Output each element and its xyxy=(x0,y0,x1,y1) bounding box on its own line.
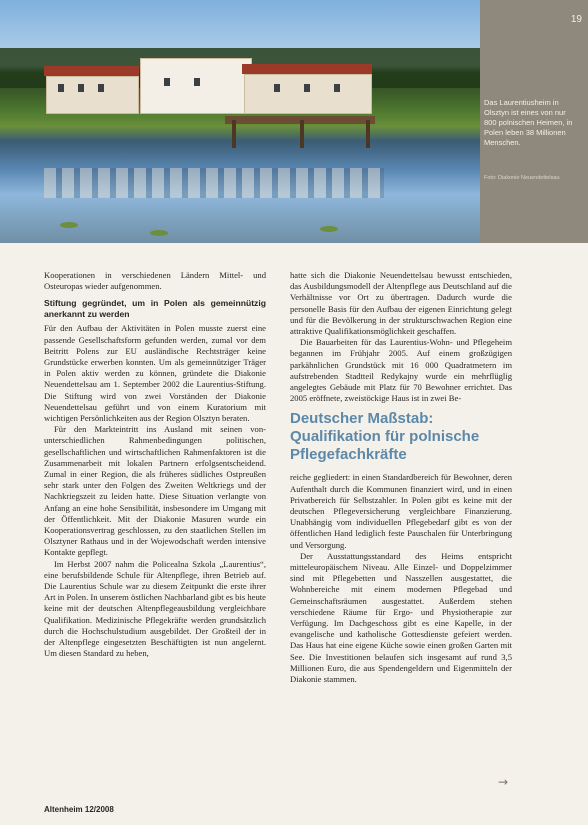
lily-pad xyxy=(60,222,78,228)
window xyxy=(58,84,64,92)
nursing-home-building xyxy=(44,58,384,114)
roof xyxy=(242,64,372,74)
body-paragraph: Im Herbst 2007 nahm die Policealna Szkola „Laurentius“, eine berufsbildende Schule für Altenpflege, ihren Betrieb auf. Die Laurentius Schule war zu diesem Zeitpunkt die erste ihrer Art in Polen. In unserem östlichen Nachbarland gibt es bis heute keine mit der deutschen Altenpflegeausbildung vergleichbare Qualifikation. Medizinische Pflegekräfte werden grundsätzlich durch die Hochschulstudium ausgebildet. Der Großteil der in der Altenpflege eingesetzten Beschäftigten ist nun angelernt. Um diesen Standard zu heben, xyxy=(44,558,266,659)
pier-post xyxy=(300,120,304,148)
body-paragraph: reiche gegliedert: in einen Standardbereich für Bewohner, deren Aufenthalt durch die Kommunen finanziert wird, und in einen Privatbereich für Selbstzahler. In Polen gibt es keine mit der deutschen Pflegeversicherung vergleichbare Finanzierung. Unabhängig vom individuellen Pflegebedarf gibt es von der öffentlichen Hand lediglich feste Pauschalen für Unterbringung und Versorgung. xyxy=(290,472,512,550)
photo-credit: Foto: Diakonie Neuendettelsau xyxy=(484,175,560,181)
lily-pad xyxy=(150,230,168,236)
pier-post xyxy=(366,120,370,148)
window xyxy=(98,84,104,92)
section-heading: Deutscher Maßstab: Qualifikation für polnische Pflegefachkräfte xyxy=(290,410,480,464)
window xyxy=(194,78,200,86)
continue-arrow-icon: → xyxy=(498,775,509,789)
window xyxy=(334,84,340,92)
article-column-right xyxy=(290,270,512,685)
body-paragraph: Für den Markteintritt ins Ausland mit seinen von- unterschiedlichen Rahmenbedingungen politischen, gesellschaftlichen und wirtschaftlichen Rahmenfaktoren ist die Zusammenarbeit mit lokalen Partnern erfolgsentscheidend. Zumal in einer Region, die als früheres südliches Ostpreußen sehr stark unter den Folgen des Zweiten Weltkriegs und der Nachkriegszeit zu leiden hatte. Diese Situation verlangte von Anfang an eine hohe Sensibilität, insbesondere im Umgang mit der Öffentlichkeit. Mit der Diakonie Masuren wurde ein Kooperationsvertrag geschlossen, zu den staatlichen Stellen im Olsztyner Rathaus und in der Wojewodschaft werden intensive Kontakte gepflegt. xyxy=(44,424,266,558)
roof xyxy=(44,66,139,76)
intro-paragraph: Kooperationen in verschiedenen Ländern Mittel- und Osteuropas wieder aufgenommen. xyxy=(44,270,266,292)
page-footer: Altenheim 12/2008 xyxy=(44,805,114,814)
water-reflection xyxy=(44,168,384,198)
window xyxy=(274,84,280,92)
body-paragraph: Die Bauarbeiten für das Laurentius-Wohn- und Pflegeheim begannen im Frühjahr 2005. Auf einem großzügigen parkähnlichen Grundstück mit 16 000 Quadratmetern im aufstrebenden Stadtteil Redykajny wurde ein mehrflüglig angelegtes Gebäude mit Platz für 70 Bewohner errichtet. Das 2005 eröffnete, zweistöckige Haus ist in zwei Be- xyxy=(290,337,512,404)
building-wing xyxy=(46,76,139,114)
pier-post xyxy=(232,120,236,148)
header-photo xyxy=(0,0,480,243)
photo-caption: Das Laurentiusheim in Olsztyn ist eines von nur 800 polnischen Heimen, in Polen leben 38 Millionen Menschen. xyxy=(484,98,573,147)
window xyxy=(304,84,310,92)
section-subheading: Stiftung gegründet, um in Polen als gemeinnützig anerkannt zu werden xyxy=(44,298,266,320)
building-center xyxy=(140,58,252,114)
article-column-left xyxy=(44,270,266,660)
window xyxy=(164,78,170,86)
body-paragraph: Der Ausstattungsstandard des Heims entspricht mitteleuropäischem Niveau. Alle Einzel- und Doppelzimmer sind mit Pflegebetten und Nasszellen ausgestattet, die Wohnbereiche mit einem modernen Pflegebad und Gemeinschaftsräumen ausgestattet. Außerdem stehen verschiedene Räume für Ergo- und Physiotherapie zur Verfügung. Im Dachgeschoss gibt es eine Kapelle, in der evangelische und katholische Gottesdienste gefeiert werden. Das Haus hat eine eigene Küche sowie einen großen Garten mit See. Die Investitionen belaufen sich insgesamt auf rund 3,5 Millionen Euro, die aus Spendengeldern und Eigenmitteln der Diakonie stammen. xyxy=(290,550,512,685)
lily-pad xyxy=(320,226,338,232)
body-paragraph: hatte sich die Diakonie Neuendettelsau bewusst entschieden, das Ausbildungsmodell der Altenpflege aus Deutschland auf die Verhältnisse vor Ort zu übertragen. Dadurch wurde die personelle Basis für den Aufbau der eigenen Einrichtung gelegt und für die Bevölkerung in der strukturschwachen Region eine attraktive Qualifikationsmöglichkeit geschaffen. xyxy=(290,270,512,337)
building-wing xyxy=(244,74,372,114)
page-number: 19 xyxy=(570,14,582,25)
body-paragraph: Für den Aufbau der Aktivitäten in Polen musste zuerst eine passende Gesellschaftsform gefunden werden, zumal vor dem Beitritt Polens zur EU ausländische Rechtsträger keine Grundstücke erwerben konnten. Um als gemeinnütziger Träger in Polen aktiv werden zu können, gründete die Diakonie Neuendettelsau am 1. September 2002 die Laurentius-Stiftung. Die Stiftung wird von zwei Vorständen der Diakonie Neuendettelsau geführt und von einem Kuratorium mit wichtigen Persönlichkeiten aus der Region Olsztyn beraten. xyxy=(44,323,266,424)
window xyxy=(78,84,84,92)
